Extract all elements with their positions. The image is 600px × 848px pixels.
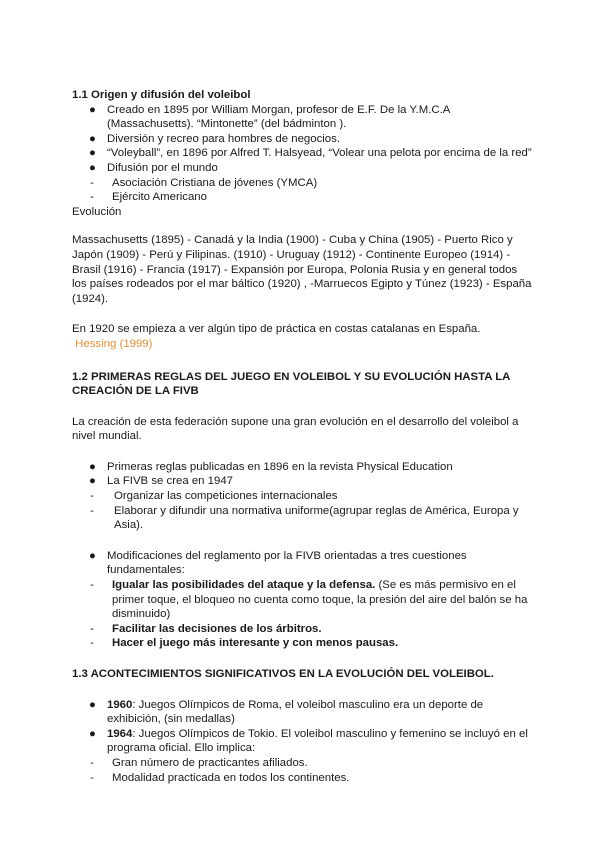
question-2-bold: Facilitar las decisiones de los árbitros. bbox=[112, 622, 322, 635]
evolucion-paragraph: Massachusetts (1895) - Canadá y la India (1900) - Cuba y China (1905) - Puerto Rico y Japón (1909) - Perú y Filipinas. (1910) - Uruguay (1912) - Continente Europeo (1914) - Brasil (1916) - Francia (1917) - Expansión por Europa, Polonia Rusia y en general todos los países rodeados por el mar báltico (1920) , -Marruecos Egipto y Túnez (1923) - España (1924). bbox=[72, 234, 532, 305]
catalanas-paragraph: En 1920 se empieza a ver algún tipo de práctica en costas catalanas en España. bbox=[72, 323, 481, 336]
list-item bbox=[72, 636, 532, 651]
dash-icon: - bbox=[90, 490, 94, 503]
section-1-2-heading: 1.2 PRIMERAS REGLAS DEL JUEGO EN VOLEIBOL Y SU EVOLUCIÓN HASTA LA CREACIÓN DE LA FIVB bbox=[72, 370, 510, 398]
document-content bbox=[72, 88, 532, 785]
question-1-detail: (Se es más permisivo en el primer toque, el bloqueo no cuenta como toque, la presión del aire del balón se ha disminuido) bbox=[112, 579, 528, 621]
list-item: - Organizar las competiciones internacionales bbox=[90, 490, 338, 503]
list-item bbox=[72, 622, 532, 637]
dash-icon: - bbox=[90, 756, 94, 769]
question-1-bold: Igualar las posibilidades del ataque y la defensa. bbox=[112, 579, 376, 592]
list-item: - Asociación Cristiana de jóvenes (YMCA) bbox=[90, 176, 318, 189]
citation-link[interactable]: Hessing (1999) bbox=[75, 337, 153, 350]
bullet-icon: ● bbox=[89, 727, 96, 740]
question-3-bold: Hacer el juego más interesante y con menos pausas. bbox=[112, 637, 399, 650]
year-1960: 1960 bbox=[107, 698, 133, 711]
list-item: - Ejército Americano bbox=[90, 191, 207, 204]
bullet-icon: ● bbox=[89, 103, 96, 116]
list-item: ● Modificaciones del reglamento por la FIVB orientadas a tres cuestiones fundamentales: bbox=[89, 549, 467, 577]
dash-icon: - bbox=[90, 191, 94, 204]
bullet-icon: ● bbox=[89, 698, 96, 711]
list-item: ● Difusión por el mundo bbox=[89, 161, 218, 174]
evolucion-label: Evolución bbox=[72, 205, 122, 218]
dash-icon: - bbox=[90, 771, 94, 784]
bullet-icon: ● bbox=[89, 475, 96, 488]
bullet-icon: ● bbox=[89, 132, 96, 145]
list-item: - Modalidad practicada en todos los continentes. bbox=[90, 771, 350, 784]
year-1964: 1964 bbox=[107, 727, 133, 740]
list-item: ● Creado en 1895 por William Morgan, profesor de E.F. De la Y.M.C.A (Massachusetts). “Mintonette” (del bádminton ). bbox=[89, 103, 450, 131]
list-item: ● Diversión y recreo para hombres de negocios. bbox=[89, 132, 340, 145]
section-1-3-heading: 1.3 ACONTECIMIENTOS SIGNIFICATIVOS EN LA EVOLUCIÓN DEL VOLEIBOL. bbox=[72, 668, 494, 680]
list-item: ● “Voleyball”, en 1896 por Alfred T. Halsyead, “Volear una pelota por encima de la red” bbox=[89, 147, 532, 160]
fivb-intro-paragraph: La creación de esta federación supone una gran evolución en el desarrollo del voleibol a nivel mundial. bbox=[72, 415, 519, 443]
bullet-icon: ● bbox=[89, 147, 96, 160]
dash-icon: - bbox=[90, 622, 94, 635]
list-item: - Gran número de practicantes afiliados. bbox=[90, 756, 308, 769]
list-item: ● La FIVB se crea en 1947 bbox=[89, 475, 234, 488]
list-item bbox=[72, 578, 532, 622]
dash-icon: - bbox=[90, 176, 94, 189]
list-item: ● 1964: Juegos Olímpicos de Tokio. El voleibol masculino y femenino se incluyó en el programa oficial. Ello implica: bbox=[89, 727, 528, 755]
dash-icon: - bbox=[90, 579, 94, 592]
dash-icon: - bbox=[90, 637, 94, 650]
bullet-icon: ● bbox=[89, 460, 96, 473]
bullet-icon: ● bbox=[89, 161, 96, 174]
section-1-1-heading: 1.1 Origen y difusión del voleibol bbox=[72, 89, 251, 101]
list-item: ● 1960: Juegos Olímpicos de Roma, el voleibol masculino era un deporte de exhibición, (sin medallas) bbox=[89, 698, 484, 726]
list-item: - Elaborar y difundir una normativa uniforme(agrupar reglas de América, Europa y Asia). bbox=[90, 504, 519, 532]
dash-icon: - bbox=[90, 504, 94, 517]
bullet-icon: ● bbox=[89, 549, 96, 562]
list-item: ● Primeras reglas publicadas en 1896 en la revista Physical Education bbox=[89, 460, 453, 473]
